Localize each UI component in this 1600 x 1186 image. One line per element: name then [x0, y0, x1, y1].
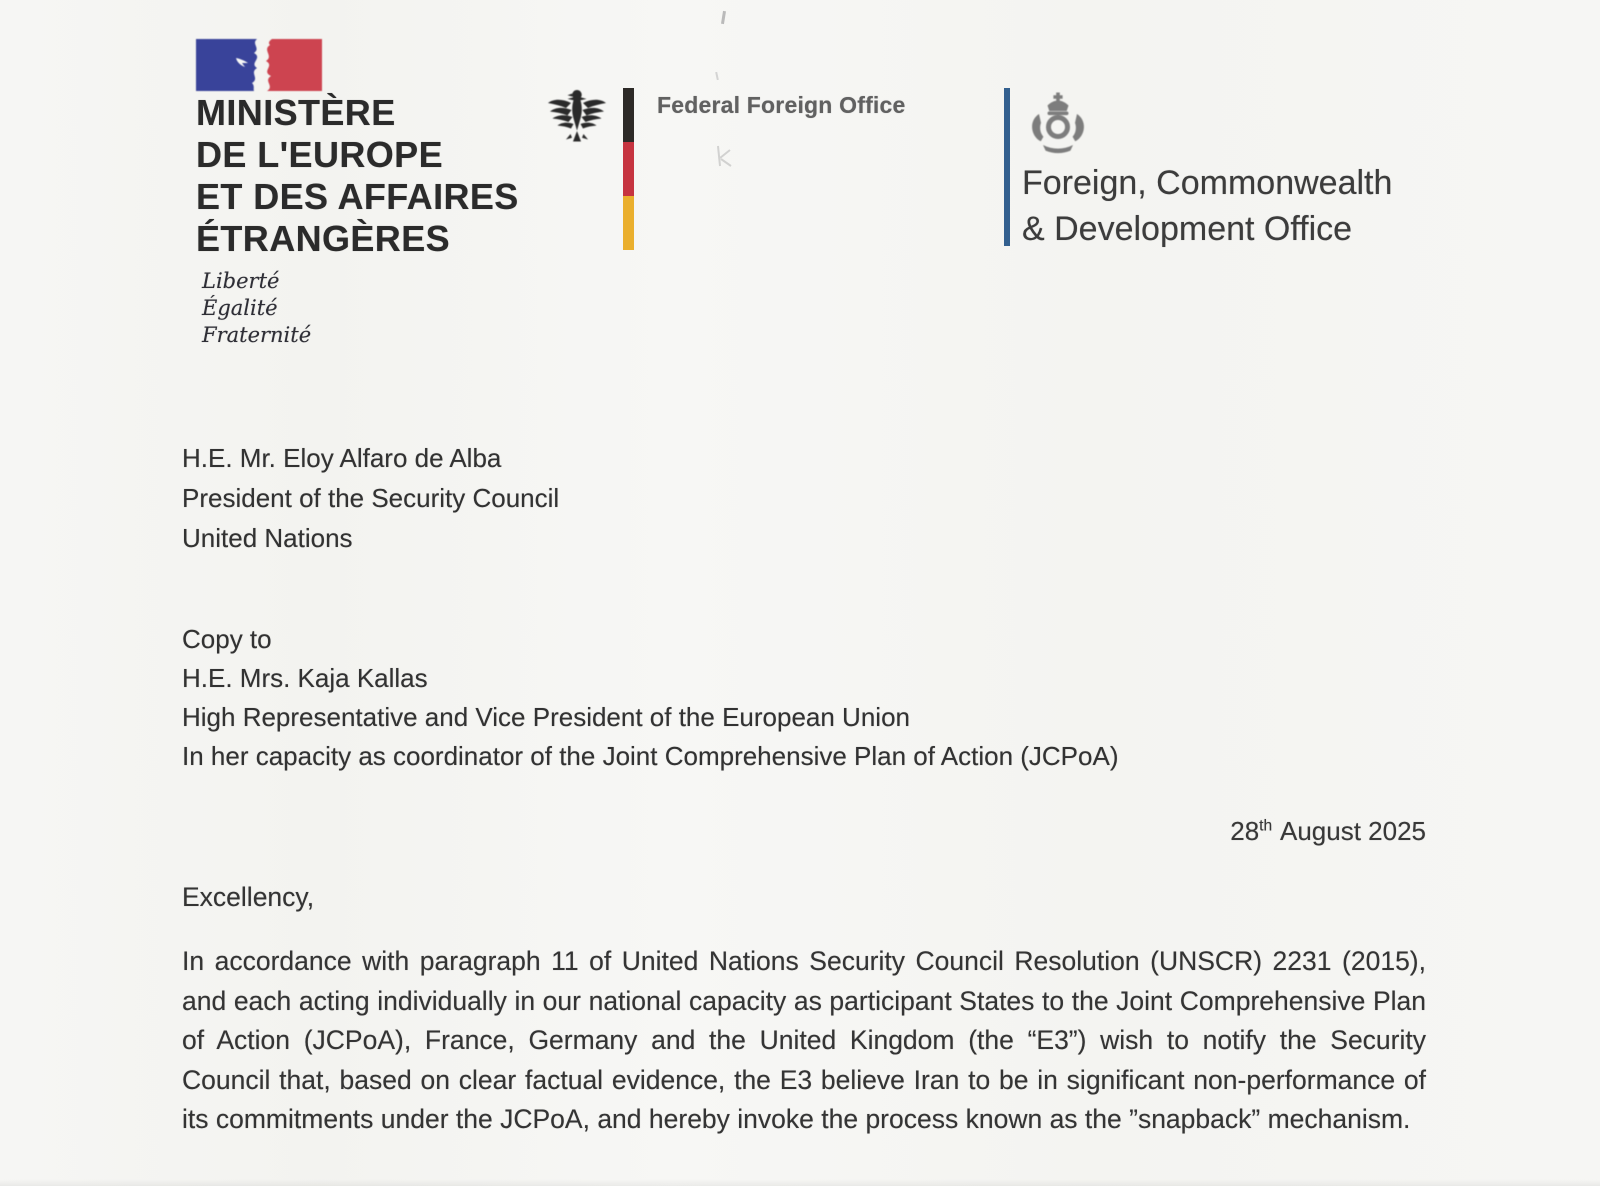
ministry-name-line: MINISTÈRE	[196, 92, 396, 133]
date-ordinal: th	[1259, 817, 1273, 835]
date-month-year: August 2025	[1279, 816, 1426, 846]
date-day: 28	[1230, 816, 1260, 846]
stripe-black	[623, 88, 634, 142]
uk-office-name-line: Foreign, Commonwealth	[1022, 164, 1393, 202]
royal-crest-icon	[1022, 92, 1094, 156]
ministry-name-line: ÉTRANGÈRES	[196, 218, 451, 259]
stripe-gold	[623, 196, 634, 250]
germany-flag-stripe	[623, 88, 634, 250]
copy-line: In her capacity as coordinator of the Joint Comprehensive Plan of Action (JCPoA)	[182, 741, 1119, 771]
fcdo-accent-bar	[1004, 88, 1010, 246]
scan-artifact	[714, 144, 736, 175]
body-paragraph: In accordance with paragraph 11 of United Nations Security Council Resolution (UNSCR) 2231 (2015), and each acting individually in our national capacity as participant States to the Joint Comprehensive Plan of Action (JCPoA), France, Germany and the United Kingdom (the “E3”) wish to notify the Security Council that, based on clear factual evidence, the E3 believe Iran to be in significant non-performance of its commitments under the JCPoA, and hereby invoke the process known as the ”snapback” mechanism.	[182, 946, 1426, 1134]
flag-red-panel	[266, 39, 322, 91]
motto-line: Fraternité	[202, 323, 312, 347]
salutation: Excellency,	[182, 882, 315, 912]
motto-line: Liberté	[202, 269, 280, 293]
copy-line: H.E. Mrs. Kaja Kallas	[182, 663, 428, 693]
uk-office-name	[1022, 160, 1392, 252]
recipient-line: H.E. Mr. Eloy Alfaro de Alba	[182, 443, 502, 473]
stripe-red	[623, 142, 634, 196]
motto-line: Égalité	[202, 296, 278, 320]
uk-office-name-line: & Development Office	[1022, 210, 1353, 248]
recipient-line: President of the Security Council	[182, 483, 560, 513]
recipient-line: United Nations	[182, 523, 353, 553]
ministry-name-line: ET DES AFFAIRES	[196, 176, 519, 217]
bundesadler-eagle-icon	[547, 86, 607, 144]
copy-line: Copy to	[182, 624, 272, 654]
scan-artifact	[715, 72, 719, 80]
france-motto	[202, 268, 311, 349]
letter-date	[182, 816, 1426, 847]
copy-line: High Representative and Vice President of the European Union	[182, 702, 910, 732]
scan-artifact	[721, 11, 726, 24]
ministry-name-line: DE L'EUROPE	[196, 134, 443, 175]
france-ministry-name	[196, 92, 519, 260]
copy-to-block	[182, 620, 1118, 776]
germany-office-name: Federal Foreign Office	[657, 92, 906, 118]
recipient-block	[182, 438, 559, 558]
marianne-flag-icon	[196, 38, 322, 92]
flag-blue-panel	[196, 39, 257, 91]
